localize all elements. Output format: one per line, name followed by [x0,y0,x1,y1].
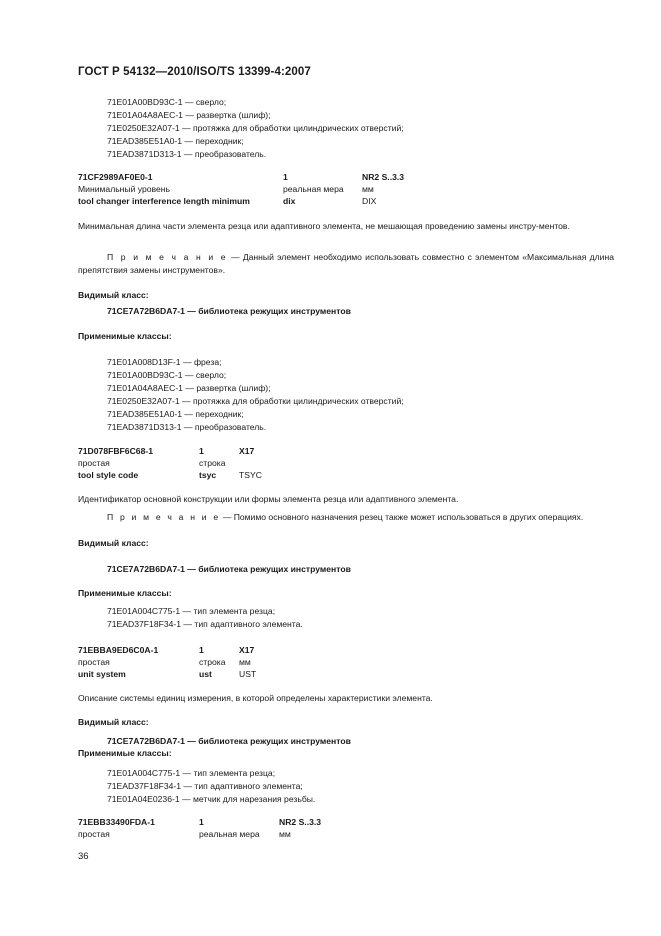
entry-code: dix [283,196,296,206]
entry-type: реальная мера [283,184,344,194]
list-item: 71EAD385E51A0-1 — переходник; [107,409,244,419]
list-item: 71E01A00BD93C-1 — сверло; [107,370,227,380]
entry-multiplicity: 1 [199,446,204,456]
applicable-classes-heading-1: Применимые классы: [78,331,172,341]
entry-ru-name: простая [78,657,110,667]
page-number: 36 [78,851,89,862]
entry-ru-name: простая [78,829,110,839]
entry-en-name: unit system [78,669,126,679]
entry-symbol: DIX [362,196,377,206]
visible-class-value-2: 71CE7A72B6DA7-1 — библиотека режущих инструментов [107,564,351,574]
entry-format: X17 [239,446,255,456]
entry-multiplicity: 1 [283,172,288,182]
entry-ru-name: простая [78,458,110,468]
entry-symbol: TSYC [239,470,262,480]
visible-class-value-1: 71CE7A72B6DA7-1 — библиотека режущих инструментов [107,306,351,316]
entry-unit: мм [362,184,374,194]
entry-id: 71D078FBF6C68-1 [78,446,153,456]
entry-id: 71EBBA9ED6C0A-1 [78,645,159,655]
entry-code: ust [199,669,212,679]
entry-format: X17 [239,645,255,655]
entry-type: реальная мера [199,829,260,839]
list-item: 71E0250E32A07-1 — протяжка для обработки цилиндрических отверстий; [107,396,404,406]
entry-format: NR2 S..3.3 [279,817,322,827]
document-header: ГОСТ Р 54132—2010/ISO/TS 13399-4:2007 [78,66,311,78]
definition-paragraph-1: Минимальная длина части элемента резца или адаптивного элемента, не мешающая проведению замены инстру-ментов. [78,221,570,231]
list-item: 71EAD3871D313-1 — преобразователь. [107,149,267,159]
note-label: П р и м е ч а н и е [107,512,221,522]
list-item: 71E01A004C775-1 — тип элемента резца; [107,606,276,616]
applicable-classes-heading-3: Применимые классы: [78,748,172,758]
list-item: 71E01A04A8AEC-1 — развертка (шлиф); [107,110,271,120]
entry-id: 71CF2989AF0E0-1 [78,172,153,182]
list-item: 71EAD385E51A0-1 — переходник; [107,136,244,146]
applicable-classes-heading-2: Применимые классы: [78,588,172,598]
list-item: 71E0250E32A07-1 — протяжка для обработки цилиндрических отверстий; [107,123,404,133]
visible-class-heading-3: Видимый класс: [78,717,149,727]
entry-multiplicity: 1 [199,645,204,655]
visible-class-heading-1: Видимый класс: [78,290,149,300]
entry-multiplicity: 1 [199,817,204,827]
note-label: П р и м е ч а н и е [107,252,228,262]
entry-code: tsyc [199,470,217,480]
list-item: 71E01A008D13F-1 — фреза; [107,357,222,367]
entry-symbol: UST [239,669,257,679]
definition-paragraph-3: Описание системы единиц измерения, в которой определены характеристики элемента. [78,693,433,703]
list-item: 71EAD37F18F34-1 — тип адаптивного элемента. [107,619,303,629]
list-item: 71EAD37F18F34-1 — тип адаптивного элемента; [107,781,303,791]
note-1 [78,251,614,276]
note-text: — Помимо основного назначения резец также может использоваться в других операциях. [220,512,584,522]
entry-unit: мм [279,829,291,839]
note-text: — Данный элемент необходимо использовать совместно с элементом «Максимальная длина препятствия замены инструментов». [78,252,614,275]
entry-id: 71EBB33490FDA-1 [78,817,155,827]
entry-en-name: tool style code [78,470,139,480]
definition-paragraph-2: Идентификатор основной конструкции или формы элемента резца или адаптивного элемента. [78,494,459,504]
entry-en-name: tool changer interference length minimum [78,196,250,206]
visible-class-value-3: 71CE7A72B6DA7-1 — библиотека режущих инструментов [107,736,351,746]
list-item: 71E01A004C775-1 — тип элемента резца; [107,768,276,778]
entry-ru-name: Минимальный уровень [78,184,171,194]
list-item: 71EAD3871D313-1 — преобразователь. [107,422,267,432]
list-item: 71E01A00BD93C-1 — сверло; [107,97,227,107]
entry-format: NR2 S..3.3 [362,172,405,182]
entry-unit: мм [239,657,251,667]
entry-type: строка [199,657,226,667]
list-item: 71E01A04A8AEC-1 — развертка (шлиф); [107,383,271,393]
entry-type: строка [199,458,226,468]
visible-class-heading-2: Видимый класс: [78,538,149,548]
list-item: 71E01A04E0236-1 — метчик для нарезания резьбы. [107,794,316,804]
note-2 [78,511,614,524]
